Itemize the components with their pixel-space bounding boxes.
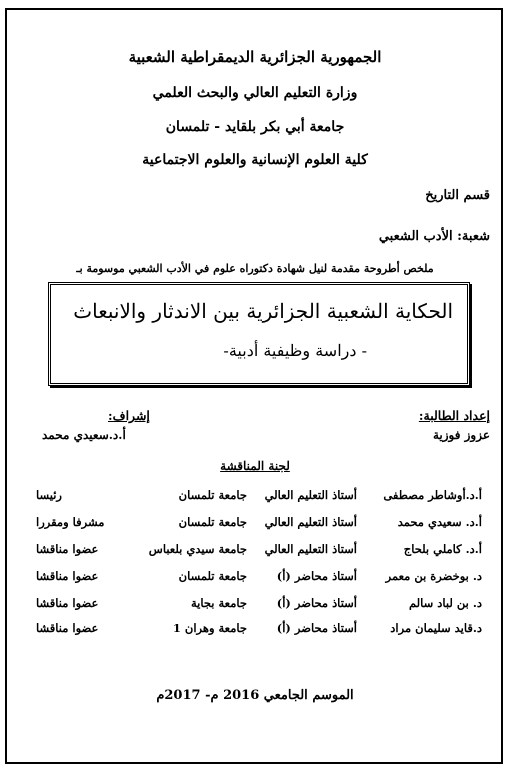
member-name: د. بن لباد سالم: [409, 596, 482, 610]
committee-row: [36, 488, 482, 508]
member-university: جامعة بجاية: [191, 596, 247, 610]
faculty-heading: كلية العلوم الإنسانية والعلوم الاجتماعية: [142, 152, 368, 168]
member-university: جامعة وهران 1: [172, 621, 247, 635]
ministry-heading: وزارة التعليم العالي والبحث العلمي: [152, 85, 358, 101]
thesis-subtitle: - دراسة وظيفية أدبية-: [223, 341, 367, 360]
committee-row: [36, 596, 482, 616]
member-rank: أستاذ محاضر (أ): [276, 569, 357, 583]
academic-year: الموسم الجامعي 2016 م- 2017م: [156, 688, 354, 703]
member-rank: أستاذ محاضر (أ): [276, 621, 357, 635]
member-rank: أستاذ التعليم العالي: [264, 515, 357, 529]
member-role: عضوا مناقشا: [36, 596, 99, 610]
republic-heading: الجمهورية الجزائرية الديمقراطية الشعبية: [128, 48, 382, 66]
committee-row: [36, 621, 482, 641]
member-name: أ.د. كاملي بلحاج: [403, 542, 482, 556]
member-university: جامعة تلمسان: [178, 569, 247, 583]
committee-label: لجنة المناقشة: [220, 459, 290, 473]
member-rank: أستاذ التعليم العالي: [264, 488, 357, 502]
thesis-title-box: [48, 282, 470, 386]
member-name: د.قايد سليمان مراد: [390, 621, 482, 635]
member-role: عضوا مناقشا: [36, 569, 99, 583]
member-rank: أستاذ التعليم العالي: [264, 542, 357, 556]
student-name: عزوز فوزية: [432, 428, 490, 442]
member-name: د. بوخضرة بن معمر: [385, 569, 482, 583]
supervisor-name: أ.د.سعيدي محمد: [42, 428, 126, 442]
member-university: جامعة تلمسان: [178, 488, 247, 502]
committee-row: [36, 569, 482, 589]
member-role: عضوا مناقشا: [36, 542, 99, 556]
department-label: قسم التاريخ: [425, 188, 490, 203]
member-role: عضوا مناقشا: [36, 621, 99, 635]
prepared-by-label: إعداد الطالبة:: [418, 408, 490, 423]
member-university: جامعة سيدي بلعباس: [148, 542, 247, 556]
member-role: رئيسا: [36, 488, 62, 502]
committee-row: [36, 542, 482, 562]
supervised-by-label: إشراف:: [108, 408, 150, 423]
thesis-intro: ملخص أطروحة مقدمة لنيل شهادة دكتوراه علوم في الأدب الشعبي موسومة بـ: [76, 262, 434, 275]
branch-label: شعبة: الأدب الشعبي: [378, 229, 490, 244]
university-heading: جامعة أبي بكر بلقايد - تلمسان: [165, 119, 345, 135]
committee-row: [36, 515, 482, 535]
thesis-title: الحكاية الشعبية الجزائرية بين الاندثار والانبعاث: [73, 299, 453, 323]
member-university: جامعة تلمسان: [178, 515, 247, 529]
member-name: أ.د. سعيدي محمد: [397, 515, 482, 529]
member-name: أ.د.أوشاطر مصطفى: [383, 488, 482, 502]
member-role: مشرفا ومقررا: [36, 515, 105, 529]
member-rank: أستاذ محاضر (أ): [276, 596, 357, 610]
